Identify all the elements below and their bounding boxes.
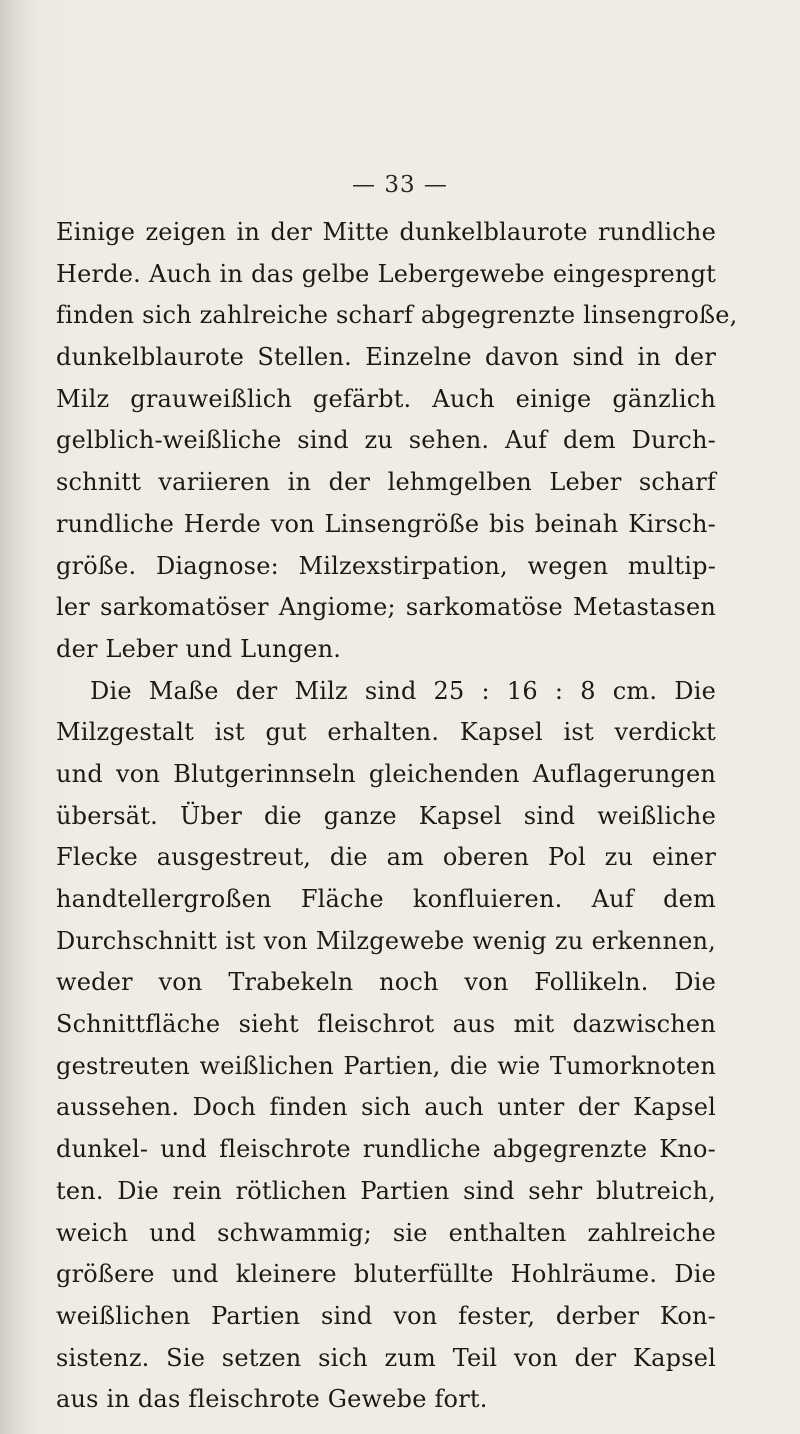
- text-line: gelblich-weißliche sind zu sehen. Auf dem Durch-: [56, 426, 716, 455]
- text-line: Milzgestalt ist gut erhalten. Kapsel ist verdickt: [56, 718, 716, 747]
- body-text: [56, 212, 738, 1421]
- text-line: finden sich zahlreiche scharf abgegrenzte linsengroße,: [56, 301, 738, 330]
- text-line: weder von Trabekeln noch von Follikeln. Die: [56, 968, 716, 997]
- text-line: handtellergroßen Fläche konfluieren. Auf dem: [56, 885, 716, 913]
- text-line: rundliche Herde von Linsengröße bis beinah Kirsch-: [56, 509, 716, 538]
- text-line: Einige zeigen in der Mitte dunkelblaurote rundliche: [56, 218, 716, 246]
- text-line: schnitt variieren in der lehmgelben Leber scharf: [56, 468, 716, 497]
- text-line: aussehen. Doch finden sich auch unter der Kapsel: [56, 1093, 716, 1122]
- text-line: aus in das fleischrote Gewebe fort.: [56, 1385, 488, 1414]
- text-line: ten. Die rein rötlichen Partien sind sehr blutreich,: [56, 1176, 716, 1205]
- text-line: weißlichen Partien sind von fester, derber Kon-: [56, 1301, 716, 1330]
- text-line: weich und schwammig; sie enthalten zahlreiche: [56, 1218, 716, 1247]
- text-line: größere und kleinere bluterfüllte Hohlräume. Die: [56, 1260, 716, 1289]
- text-line: der Leber und Lungen.: [56, 634, 342, 663]
- text-line: Schnittfläche sieht fleischrot aus mit dazwischen: [56, 1010, 716, 1039]
- text-line: dunkelblaurote Stellen. Einzelne davon sind in der: [56, 343, 716, 372]
- text-line: und von Blutgerinnseln gleichenden Auflagerungen: [56, 759, 716, 788]
- text-line: Herde. Auch in das gelbe Lebergewebe eingesprengt: [56, 259, 716, 288]
- text-line: Milz grauweißlich gefärbt. Auch einige gänzlich: [56, 384, 716, 413]
- text-line: Flecke ausgestreut, die am oberen Pol zu einer: [56, 843, 716, 872]
- page-number: — 33 —: [352, 172, 448, 198]
- text-line: sistenz. Sie setzen sich zum Teil von der Kapsel: [56, 1343, 716, 1372]
- text-line: ler sarkomatöser Angiome; sarkomatöse Metastasen: [56, 593, 716, 622]
- text-line: Durchschnitt ist von Milzgewebe wenig zu erkennen,: [56, 926, 716, 955]
- paragraph-first-line: Die Maße der Milz sind 25 : 16 : 8 cm. Die: [90, 676, 716, 705]
- text-line: gestreuten weißlichen Partien, die wie Tumorknoten: [56, 1051, 716, 1080]
- text-line: größe. Diagnose: Milzexstirpation, wegen multip-: [56, 551, 716, 580]
- text-line: dunkel- und fleischrote rundliche abgegrenzte Kno-: [56, 1135, 716, 1164]
- text-line: übersät. Über die ganze Kapsel sind weißliche: [56, 801, 716, 830]
